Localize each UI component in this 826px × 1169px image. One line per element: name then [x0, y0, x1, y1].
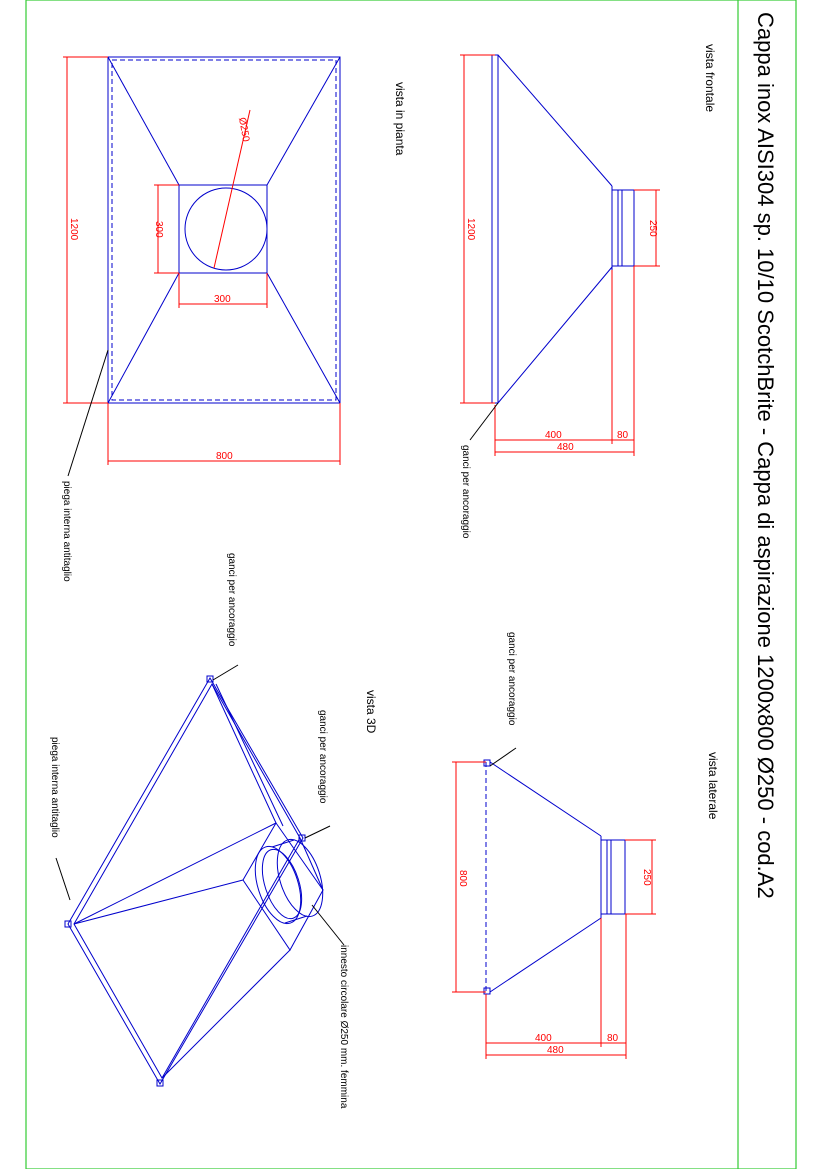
- plan-fold-label: piega interna antitaglio: [61, 481, 72, 582]
- side-body-dim: 400: [535, 1033, 552, 1044]
- front-slope-top: [498, 55, 612, 186]
- plan-collar-circle: [185, 188, 267, 270]
- side-collar: [601, 840, 625, 914]
- side-hook-bottom: [484, 988, 490, 994]
- front-height-dim: 1200: [465, 218, 476, 241]
- threed-square-base: [243, 823, 323, 950]
- plan-view-label: vista in pianta: [393, 82, 407, 156]
- front-collar-dim: 250: [647, 220, 658, 237]
- threed-collar-label: innesto circolare Ø250 mm. femmina: [338, 945, 349, 1109]
- front-slope-bottom: [498, 267, 612, 403]
- front-collar: [612, 190, 634, 266]
- threed-hook-label-mid: ganci per ancoraggio: [317, 710, 328, 804]
- side-collar-depth-dim: 80: [607, 1033, 619, 1044]
- side-hook-label: ganci per ancoraggio: [506, 632, 517, 726]
- threed-edge-5: [74, 823, 276, 924]
- front-collar-depth-dim: 80: [617, 430, 629, 441]
- side-slope-top: [490, 762, 601, 836]
- side-width-dim: 800: [457, 870, 468, 887]
- side-hook-leader: [490, 748, 516, 766]
- plan-fold-leader: [68, 350, 108, 476]
- threed-edge-1: [212, 684, 276, 823]
- plan-diameter-dim: Ø250: [236, 116, 252, 143]
- front-hook-leader: [470, 403, 498, 440]
- threed-hook-leader-mid: [305, 826, 330, 838]
- plan-square-dim-b: 300: [214, 294, 231, 305]
- side-hook-top: [484, 760, 490, 766]
- plan-inner-fold: [112, 60, 336, 400]
- threed-collar-leader: [312, 905, 344, 945]
- front-view-label: vista frontale: [703, 44, 717, 113]
- plan-length-dim: 1200: [68, 218, 79, 241]
- sheet-border: [26, 0, 796, 1169]
- plan-view: [61, 57, 407, 582]
- front-total-dim: 480: [557, 442, 574, 453]
- front-body-dim: 400: [545, 430, 562, 441]
- plan-outer: [108, 57, 340, 403]
- threed-view: [49, 553, 378, 1109]
- side-collar-dim: 250: [641, 869, 652, 886]
- threed-hook-label-top: ganci per ancoraggio: [226, 553, 237, 647]
- threed-edge-3: [162, 950, 290, 1078]
- threed-hook-leader-top: [213, 665, 238, 680]
- side-view-label: vista laterale: [706, 752, 720, 820]
- threed-rim-inner: [74, 684, 300, 1078]
- side-total-dim: 480: [547, 1045, 564, 1056]
- side-view: [452, 632, 720, 1059]
- sheet-title: Cappa inox AISI304 sp. 10/10 ScotchBrite - Cappa di aspirazione 1200x800 Ø250 - cod.A2: [753, 12, 778, 899]
- threed-fold-label: piega interna antitaglio: [49, 737, 60, 838]
- front-rim: [492, 55, 498, 403]
- side-slope-bottom: [490, 918, 601, 992]
- threed-view-label: vista 3D: [364, 690, 378, 734]
- threed-edge-1b: [216, 684, 283, 826]
- threed-edge-2: [74, 880, 243, 924]
- front-view: [460, 44, 717, 539]
- front-hook-label: ganci per ancoraggio: [460, 445, 471, 539]
- plan-square-dim-a: 300: [153, 221, 164, 238]
- threed-rim-outer: [68, 678, 303, 1084]
- plan-edge-4: [267, 273, 340, 403]
- threed-collar-inner: [255, 845, 310, 924]
- plan-edge-2: [267, 57, 340, 185]
- threed-fold-leader: [56, 858, 70, 900]
- plan-width-dim: 800: [216, 451, 233, 462]
- plan-edge-1: [108, 57, 179, 185]
- plan-edge-3: [108, 273, 179, 403]
